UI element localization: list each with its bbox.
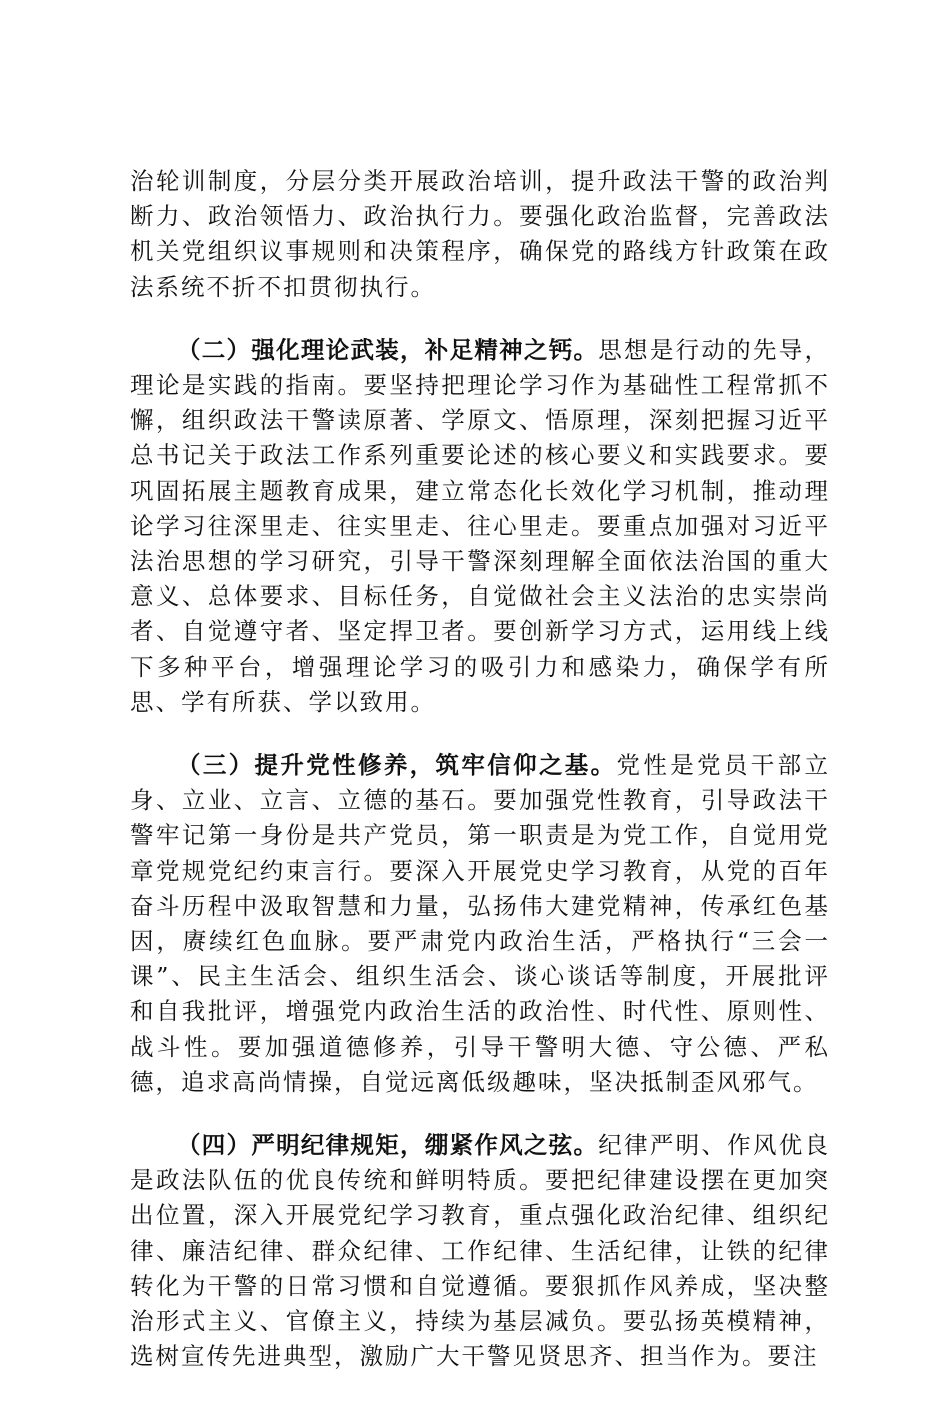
paragraph-text: 治轮训制度，分层分类开展政治培训，提升政法干警的政治判断力、政治领悟力、政治执行力。要强化政治监督，完善政法机关党组织议事规则和决策程序，确保党的路线方针政策在政法系统不折不扣贯彻执行。 [130, 167, 830, 301]
paragraph-continuation [130, 164, 830, 305]
paragraph-section-3 [130, 748, 830, 1100]
document-body [130, 164, 830, 1403]
section-heading: （三）提升党性修养，筑牢信仰之基。 [177, 751, 617, 780]
section-heading: （四）严明纪律规矩，绷紧作风之弦。 [177, 1131, 599, 1160]
section-heading: （二）强化理论武装，补足精神之钙。 [177, 335, 599, 364]
paragraph-text: 党性是党员干部立身、立业、立言、立德的基石。要加强党性教育，引导政法干警牢记第一身份是共产党员，第一职责是为党工作，自觉用党章党规党纪约束言行。要深入开展党史学习教育，从党的百年奋斗历程中汲取智慧和力量，弘扬伟大建党精神，传承红色基因，赓续红色血脉。要严肃党内政治生活，严格执行“三会一课”、民主生活会、组织生活会、谈心谈话等制度，开展批评和自我批评，增强党内政治生活的政治性、时代性、原则性、战斗性。要加强道德修养，引导干警明大德、守公德、严私德，追求高尚情操，自觉远离低级趣味，坚决抵制歪风邪气。 [130, 751, 831, 1096]
paragraph-section-2 [130, 333, 830, 720]
paragraph-text: 思想是行动的先导，理论是实践的指南。要坚持把理论学习作为基础性工程常抓不懈，组织政法干警读原著、学原文、悟原理，深刻把握习近平总书记关于政法工作系列重要论述的核心要义和实践要求。要巩固拓展主题教育成果，建立常态化长效化学习机制，推动理论学习往深里走、往实里走、往心里走。要重点加强对习近平法治思想的学习研究，引导干警深刻理解全面依法治国的重大意义、总体要求、目标任务，自觉做社会主义法治的忠实崇尚者、自觉遵守者、坚定捍卫者。要创新学习方式，运用线上线下多种平台，增强理论学习的吸引力和感染力，确保学有所思、学有所获、学以致用。 [130, 335, 831, 716]
paragraph-text: 纪律严明、作风优良是政法队伍的优良传统和鲜明特质。要把纪律建设摆在更加突出位置，深入开展党纪学习教育，重点强化政治纪律、组织纪律、廉洁纪律、群众纪律、工作纪律、生活纪律，让铁的纪律转化为干警的日常习惯和自觉遵循。要狠抓作风养成，坚决整治形式主义、官僚主义，持续为基层减负。要弘扬英模精神，选树宣传先进典型，激励广大干警见贤思齐、担当作为。要注 [130, 1131, 831, 1371]
paragraph-section-4 [130, 1128, 830, 1374]
